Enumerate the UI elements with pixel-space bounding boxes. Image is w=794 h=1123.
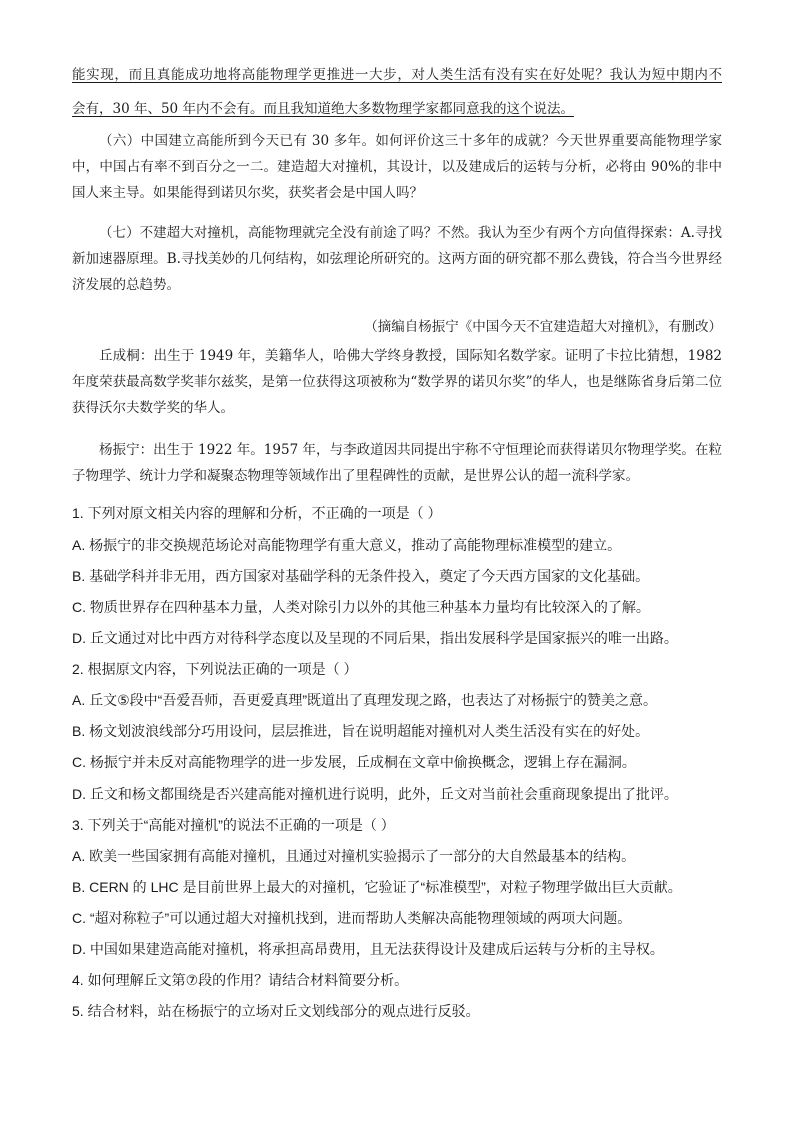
author-note-qiu: 丘成桐：出生于 1949 年，美籍华人，哈佛大学终身教授，国际知名数学家。证明了卡拉比猜想，1982 年度荣获最高数学奖菲尔兹奖，是第一位获得这项被称为“数学界的诺贝尔奖”的华人，也是继陈省身后第二位获得沃尔夫数学奖的华人。 — [72, 348, 722, 416]
question-2-option-b: B. 杨文划波浪线部分巧用设问，层层推进，旨在说明超能对撞机对人类生活没有实在的好处。 — [72, 723, 650, 739]
question-1-option-c: C. 物质世界存在四种基本力量，人类对除引力以外的其他三种基本力量均有比较深入的了解。 — [72, 599, 650, 615]
question-3-option-b: B. CERN 的 LHC 是目前世界上最大的对撞机，它验证了“标准模型”，对粒子物理学做出巨大贡献。 — [72, 879, 682, 895]
question-1-option-b: B. 基础学科并非无用，西方国家对基础学科的无条件投入，奠定了今天西方国家的文化基础。 — [72, 568, 650, 584]
question-1-stem: 1. 下列对原文相关内容的理解和分析，不正确的一项是（ ） — [72, 505, 442, 521]
question-1-option-d: D. 丘文通过对比中西方对待科学态度以及呈现的不同后果，指出发展科学是国家振兴的唯一出路。 — [72, 630, 678, 646]
question-2-option-c: C. 杨振宁并未反对高能物理学的进一步发展，丘成桐在文章中偷换概念，逻辑上存在漏洞。 — [72, 754, 636, 770]
question-5: 5. 结合材料，站在杨振宁的立场对丘文划线部分的观点进行反驳。 — [72, 1003, 480, 1019]
question-2-stem: 2. 根据原文内容，下列说法正确的一项是（ ） — [72, 661, 358, 677]
passage-underlined-line-1: 能实现，而且真能成功地将高能物理学更推进一大步，对人类生活有没有实在好处呢？我认为短中期内不 — [72, 67, 722, 83]
question-3-option-a: A. 欧美一些国家拥有高能对撞机，且通过对撞机实验揭示了一部分的大自然最基本的结构。 — [72, 848, 636, 864]
author-note-yang: 杨振宁：出生于 1922 年。1957 年，与李政道因共同提出宇称不守恒理论而获得诺贝尔物理学奖。在粒子物理学、统计力学和凝聚态物理等领域作出了里程碑性的贡献，是世界公认的超一流科学家。 — [72, 442, 722, 484]
question-3-option-d: D. 中国如果建造高能对撞机，将承担高昂费用，且无法获得设计及建成后运转与分析的主导权。 — [72, 941, 664, 957]
source-citation: （摘编自杨振宁《中国今天不宜建造超大对撞机》，有删改） — [364, 319, 722, 335]
question-3-stem: 3. 下列关于“高能对撞机”的说法不正确的一项是（ ） — [72, 817, 395, 833]
passage-paragraph-7: （七）不建超大对撞机，高能物理就完全没有前途了吗？不然。我认为至少有两个方向值得探索：A.寻找新加速器原理。B.寻找美妙的几何结构，如弦理论所研究的。这两方面的研究都不那么费钱，符合当今世界经济发展的总趋势。 — [72, 225, 722, 293]
passage-underlined-line-2: 会有，30 年、50 年内不会有。而且我知道绝大多数物理学家都同意我的这个说法。 — [72, 101, 574, 117]
question-2-option-d: D. 丘文和杨文都围绕是否兴建高能对撞机进行说明，此外，丘文对当前社会重商现象提出了批评。 — [72, 786, 678, 802]
question-3-option-c: C. “超对称粒子”可以通过超大对撞机找到，进而帮助人类解决高能物理领域的两项大问题。 — [72, 910, 632, 926]
question-1-option-a: A. 杨振宁的非交换规范场论对高能物理学有重大意义，推动了高能物理标准模型的建立。 — [72, 537, 622, 553]
question-4: 4. 如何理解丘文第⑦段的作用？请结合材料简要分析。 — [72, 972, 409, 988]
question-2-option-a: A. 丘文⑤段中“吾爱吾师，吾更爱真理”既道出了真理发现之路，也表达了对杨振宁的赞美之意。 — [72, 692, 657, 708]
passage-paragraph-6: （六）中国建立高能所到今天已有 30 多年。如何评价这三十多年的成就？今天世界重要高能物理学家中，中国占有率不到百分之一二。建造超大对撞机，其设计，以及建成后的运转与分析，必将由 90%的非中国人来主导。如果能得到诺贝尔奖，获奖者会是中国人吗？ — [72, 133, 722, 201]
